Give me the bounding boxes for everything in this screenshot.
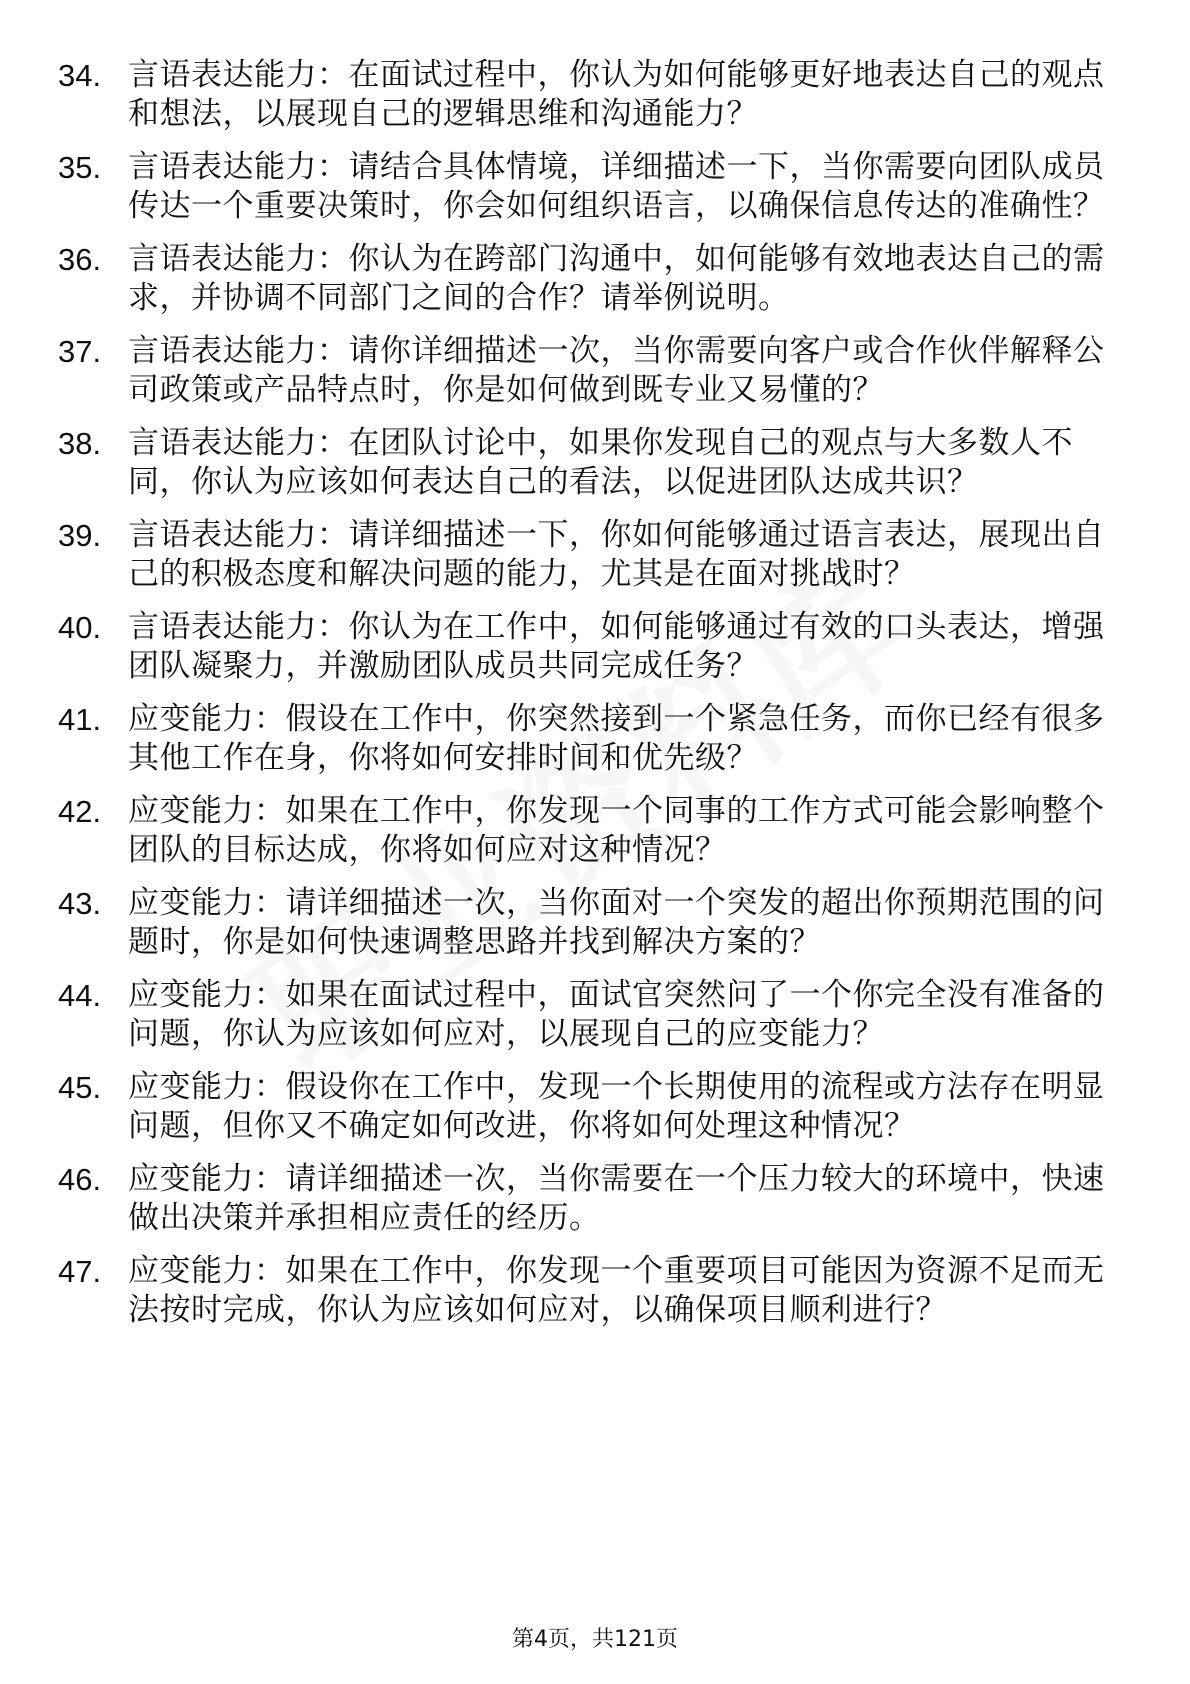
question-number: 47.	[58, 1254, 102, 1289]
question-number: 35.	[58, 150, 102, 185]
question-number: 41.	[58, 702, 102, 737]
question-number: 39.	[58, 518, 102, 553]
question-item	[58, 1160, 1130, 1238]
question-item	[58, 608, 1130, 686]
question-number: 45.	[58, 1070, 102, 1105]
question-text: 应变能力：如果在工作中，你发现一个同事的工作方式可能会影响整个团队的目标达成，你将如何应对这种情况？	[128, 793, 1105, 868]
question-number: 46.	[58, 1162, 102, 1197]
question-item	[58, 1252, 1130, 1330]
question-list	[58, 56, 1130, 1344]
question-item	[58, 332, 1130, 410]
question-text: 应变能力：假设你在工作中，发现一个长期使用的流程或方法存在明显问题，但你又不确定如何改进，你将如何处理这种情况？	[128, 1069, 1105, 1144]
question-item	[58, 516, 1130, 594]
question-item	[58, 240, 1130, 318]
question-text: 言语表达能力：你认为在跨部门沟通中，如何能够有效地表达自己的需求，并协调不同部门之间的合作？请举例说明。	[128, 241, 1105, 316]
question-item	[58, 700, 1130, 778]
question-number: 36.	[58, 242, 102, 277]
question-item	[58, 424, 1130, 502]
question-text: 言语表达能力：请结合具体情境，详细描述一下，当你需要向团队成员传达一个重要决策时，你会如何组织语言，以确保信息传达的准确性？	[128, 149, 1105, 224]
question-text: 言语表达能力：请你详细描述一次，当你需要向客户或合作伙伴解释公司政策或产品特点时，你是如何做到既专业又易懂的？	[128, 333, 1105, 408]
question-number: 34.	[58, 58, 102, 93]
page-footer: 第4页，共121页	[512, 1627, 678, 1652]
question-text: 应变能力：如果在工作中，你发现一个重要项目可能因为资源不足而无法按时完成，你认为应该如何应对，以确保项目顺利进行？	[128, 1253, 1105, 1328]
question-number: 44.	[58, 978, 102, 1013]
question-text: 言语表达能力：在面试过程中，你认为如何能够更好地表达自己的观点和想法，以展现自己的逻辑思维和沟通能力？	[128, 57, 1105, 132]
question-text: 应变能力：请详细描述一次，当你面对一个突发的超出你预期范围的问题时，你是如何快速调整思路并找到解决方案的？	[128, 885, 1105, 960]
question-number: 38.	[58, 426, 102, 461]
question-text: 言语表达能力：你认为在工作中，如何能够通过有效的口头表达，增强团队凝聚力，并激励团队成员共同完成任务？	[128, 609, 1105, 684]
question-item	[58, 56, 1130, 134]
question-text: 言语表达能力：在团队讨论中，如果你发现自己的观点与大多数人不同，你认为应该如何表达自己的看法，以促进团队达成共识？	[128, 425, 1073, 500]
question-item	[58, 792, 1130, 870]
question-item	[58, 1068, 1130, 1146]
question-text: 应变能力：请详细描述一次，当你需要在一个压力较大的环境中，快速做出决策并承担相应责任的经历。	[128, 1161, 1105, 1236]
question-number: 42.	[58, 794, 102, 829]
question-text: 言语表达能力：请详细描述一下，你如何能够通过语言表达，展现出自己的积极态度和解决问题的能力，尤其是在面对挑战时？	[128, 517, 1105, 592]
question-item	[58, 884, 1130, 962]
question-text: 应变能力：假设在工作中，你突然接到一个紧急任务，而你已经有很多其他工作在身，你将如何安排时间和优先级？	[128, 701, 1105, 776]
question-number: 40.	[58, 610, 102, 645]
question-number: 37.	[58, 334, 102, 369]
question-number: 43.	[58, 886, 102, 921]
question-item	[58, 976, 1130, 1054]
question-item	[58, 148, 1130, 226]
question-text: 应变能力：如果在面试过程中，面试官突然问了一个你完全没有准备的问题，你认为应该如何应对，以展现自己的应变能力？	[128, 977, 1105, 1052]
